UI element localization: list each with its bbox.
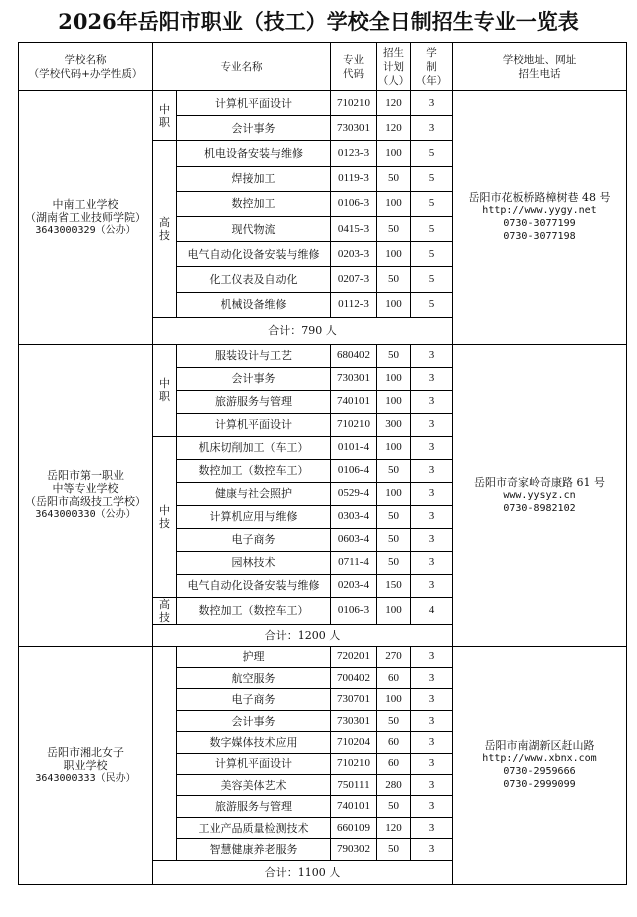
major-code-cell: 0112-3	[331, 292, 377, 317]
major-code-cell: 710210	[331, 413, 377, 436]
enrollment-plan-cell: 120	[377, 91, 411, 116]
table-body	[19, 91, 627, 885]
study-years-cell: 5	[411, 267, 453, 292]
school-name-cell	[19, 646, 153, 884]
enrollment-plan-cell: 100	[377, 242, 411, 267]
study-years-cell: 3	[411, 551, 453, 574]
major-name-cell: 计算机应用与维修	[177, 505, 331, 528]
major-name-cell: 计算机平面设计	[177, 91, 331, 116]
enrollment-plan-cell: 60	[377, 753, 411, 774]
major-code-cell: 710204	[331, 732, 377, 753]
major-name-cell: 数控加工（数控车工）	[177, 597, 331, 624]
enrollment-plan-cell: 100	[377, 436, 411, 459]
major-code-cell: 680402	[331, 344, 377, 367]
school-level-cell	[153, 344, 177, 436]
school-name-line: 岳阳市湘北女子	[47, 745, 124, 759]
major-name-cell: 服装设计与工艺	[177, 344, 331, 367]
school-phone-line: 0730-2999099	[503, 779, 576, 791]
study-years-cell: 5	[411, 166, 453, 191]
study-years-cell: 5	[411, 292, 453, 317]
study-years-cell: 3	[411, 689, 453, 710]
table-row	[19, 344, 627, 367]
enrollment-plan-cell: 50	[377, 839, 411, 860]
header-code: 专业 代码	[331, 43, 377, 91]
study-years-cell: 3	[411, 646, 453, 667]
study-years-cell: 3	[411, 436, 453, 459]
enrollment-plan-cell: 50	[377, 505, 411, 528]
major-code-cell: 710210	[331, 753, 377, 774]
major-name-cell: 电气自动化设备安装与维修	[177, 574, 331, 597]
study-years-cell: 3	[411, 413, 453, 436]
school-level-cell	[153, 141, 177, 317]
school-level-cell	[153, 91, 177, 141]
major-name-cell: 电子商务	[177, 528, 331, 551]
school-phone-line: 0730-2959666	[503, 766, 576, 778]
enrollment-plan-cell: 100	[377, 482, 411, 505]
header-major: 专业名称	[153, 43, 331, 91]
school-address-line: 岳阳市南湖新区赶山路	[484, 739, 595, 753]
study-years-cell: 3	[411, 116, 453, 141]
major-name-cell: 化工仪表及自动化	[177, 267, 331, 292]
major-name-cell: 计算机平面设计	[177, 413, 331, 436]
enrollment-plan-cell: 100	[377, 292, 411, 317]
enrollment-plan-cell: 50	[377, 459, 411, 482]
major-code-cell: 0303-4	[331, 505, 377, 528]
study-years-cell: 4	[411, 597, 453, 624]
level-char: 技	[159, 610, 170, 624]
school-address-cell	[453, 91, 627, 345]
level-char: 职	[159, 390, 170, 404]
study-years-cell: 3	[411, 710, 453, 731]
enrollment-plan-cell: 120	[377, 116, 411, 141]
enrollment-plan-cell: 50	[377, 710, 411, 731]
major-name-cell: 现代物流	[177, 216, 331, 241]
enrollment-plan-cell: 120	[377, 817, 411, 838]
major-code-cell: 730301	[331, 710, 377, 731]
major-name-cell: 机床切削加工（车工）	[177, 436, 331, 459]
school-address-cell	[453, 646, 627, 884]
enrollment-plan-cell: 270	[377, 646, 411, 667]
major-name-cell: 机械设备维修	[177, 292, 331, 317]
major-code-cell: 0123-3	[331, 141, 377, 166]
major-code-cell: 710210	[331, 91, 377, 116]
major-name-cell: 航空服务	[177, 668, 331, 689]
major-code-cell: 730301	[331, 116, 377, 141]
level-char: 高	[159, 597, 170, 611]
school-website-line: www.yysyz.cn	[503, 489, 576, 501]
major-name-cell: 园林技术	[177, 551, 331, 574]
major-code-cell: 730701	[331, 689, 377, 710]
level-char: 高	[159, 216, 170, 230]
enrollment-plan-cell: 100	[377, 367, 411, 390]
school-name-line: 3643000329（公办）	[35, 224, 136, 236]
school-name-cell	[19, 344, 153, 646]
study-years-cell: 3	[411, 839, 453, 860]
major-code-cell: 730301	[331, 367, 377, 390]
table-header-row	[19, 43, 627, 91]
school-total-cell: 合计：1200 人	[153, 624, 453, 646]
school-website-line: http://www.xbnx.com	[482, 753, 597, 765]
major-name-cell: 电子商务	[177, 689, 331, 710]
major-name-cell: 工业产品质量检测技术	[177, 817, 331, 838]
study-years-cell: 3	[411, 775, 453, 796]
study-years-cell: 5	[411, 216, 453, 241]
major-code-cell: 700402	[331, 668, 377, 689]
table-row	[19, 91, 627, 116]
level-char: 技	[159, 516, 170, 530]
level-char: 中	[159, 102, 170, 116]
major-name-cell: 会计事务	[177, 116, 331, 141]
enrollment-plan-cell: 150	[377, 574, 411, 597]
major-name-cell: 健康与社会照护	[177, 482, 331, 505]
study-years-cell: 3	[411, 344, 453, 367]
major-name-cell: 旅游服务与管理	[177, 796, 331, 817]
major-code-cell: 0603-4	[331, 528, 377, 551]
school-level-cell	[153, 436, 177, 597]
enrollment-plan-cell: 50	[377, 528, 411, 551]
enrollment-plan-cell: 100	[377, 191, 411, 216]
school-name-line: （湖南省工业技师学院）	[25, 210, 146, 224]
school-website-line: http://www.yygy.net	[482, 205, 597, 217]
enrollment-plan-cell: 280	[377, 775, 411, 796]
major-code-cell: 0101-4	[331, 436, 377, 459]
header-plan: 招生 计划 （人）	[377, 43, 411, 91]
major-code-cell: 0207-3	[331, 267, 377, 292]
major-code-cell: 0203-3	[331, 242, 377, 267]
enrollment-plan-cell: 100	[377, 141, 411, 166]
school-phone-line: 0730-3077199	[503, 218, 576, 230]
enrollment-plan-cell: 50	[377, 166, 411, 191]
major-name-cell: 数控加工（数控车工）	[177, 459, 331, 482]
enrollment-plan-cell: 60	[377, 668, 411, 689]
enrollment-plan-cell: 50	[377, 267, 411, 292]
school-total-cell: 合计：1100 人	[153, 860, 453, 884]
page-title: 2026年岳阳市职业（技工）学校全日制招生专业一览表	[58, 9, 579, 34]
major-code-cell: 750111	[331, 775, 377, 796]
major-code-cell: 660109	[331, 817, 377, 838]
major-code-cell: 0529-4	[331, 482, 377, 505]
school-name-line: 3643000330（公办）	[35, 509, 136, 521]
school-name-line: 3643000333（民办）	[35, 772, 136, 784]
school-total-cell: 合计：790 人	[153, 317, 453, 344]
major-code-cell: 0106-4	[331, 459, 377, 482]
school-name-line: 中等专业学校	[52, 482, 119, 496]
header-years: 学 制 （年）	[411, 43, 453, 91]
level-char: 职	[159, 115, 170, 129]
major-code-cell: 0203-4	[331, 574, 377, 597]
level-char: 技	[159, 229, 170, 243]
study-years-cell: 3	[411, 574, 453, 597]
enrollment-plan-cell: 50	[377, 344, 411, 367]
school-name-line: （岳阳市高级技工学校）	[25, 495, 146, 509]
level-char: 中	[159, 503, 170, 517]
enrollment-plan-cell: 60	[377, 732, 411, 753]
study-years-cell: 3	[411, 91, 453, 116]
enrollment-plan-cell: 50	[377, 796, 411, 817]
major-name-cell: 会计事务	[177, 367, 331, 390]
school-phone-line: 0730-3077198	[503, 231, 576, 243]
major-name-cell: 计算机平面设计	[177, 753, 331, 774]
enrollment-plan-cell: 100	[377, 689, 411, 710]
study-years-cell: 5	[411, 242, 453, 267]
major-name-cell: 护理	[177, 646, 331, 667]
major-name-cell: 旅游服务与管理	[177, 390, 331, 413]
enrollment-plan-cell: 50	[377, 216, 411, 241]
school-phone-line: 0730-8982102	[503, 502, 576, 514]
major-code-cell: 740101	[331, 796, 377, 817]
major-code-cell: 0415-3	[331, 216, 377, 241]
major-code-cell: 0106-3	[331, 597, 377, 624]
study-years-cell: 5	[411, 141, 453, 166]
enrollment-plan-cell: 100	[377, 390, 411, 413]
study-years-cell: 3	[411, 505, 453, 528]
study-years-cell: 3	[411, 753, 453, 774]
major-name-cell: 数字媒体技术应用	[177, 732, 331, 753]
school-address-cell	[453, 344, 627, 646]
header-address: 学校地址、网址 招生电话	[453, 43, 627, 91]
study-years-cell: 3	[411, 817, 453, 838]
major-name-cell: 智慧健康养老服务	[177, 839, 331, 860]
school-level-cell	[153, 646, 177, 860]
study-years-cell: 3	[411, 390, 453, 413]
table-row	[19, 646, 627, 667]
study-years-cell: 3	[411, 482, 453, 505]
school-name-line: 职业学校	[63, 758, 108, 772]
header-school: 学校名称 （学校代码+办学性质）	[19, 43, 153, 91]
major-name-cell: 美容美体艺术	[177, 775, 331, 796]
school-level-cell	[153, 597, 177, 624]
major-code-cell: 0711-4	[331, 551, 377, 574]
major-name-cell: 电气自动化设备安装与维修	[177, 242, 331, 267]
enrollment-plan-cell: 300	[377, 413, 411, 436]
school-name-line: 中南工业学校	[52, 197, 119, 211]
study-years-cell: 3	[411, 459, 453, 482]
major-name-cell: 机电设备安装与维修	[177, 141, 331, 166]
study-years-cell: 3	[411, 796, 453, 817]
major-code-cell: 0106-3	[331, 191, 377, 216]
school-name-cell	[19, 91, 153, 345]
major-code-cell: 790302	[331, 839, 377, 860]
enrollment-plan-cell: 50	[377, 551, 411, 574]
level-char: 中	[159, 377, 170, 391]
school-address-line: 岳阳市奇家岭奇康路 61 号	[474, 475, 605, 489]
enrollment-table	[18, 42, 627, 885]
study-years-cell: 3	[411, 367, 453, 390]
study-years-cell: 5	[411, 191, 453, 216]
major-code-cell: 720201	[331, 646, 377, 667]
school-name-line: 岳阳市第一职业	[47, 469, 124, 483]
school-address-line: 岳阳市花板桥路樟树巷 48 号	[468, 191, 611, 205]
enrollment-plan-cell: 100	[377, 597, 411, 624]
study-years-cell: 3	[411, 668, 453, 689]
study-years-cell: 3	[411, 732, 453, 753]
major-name-cell: 会计事务	[177, 710, 331, 731]
study-years-cell: 3	[411, 528, 453, 551]
major-code-cell: 740101	[331, 390, 377, 413]
major-code-cell: 0119-3	[331, 166, 377, 191]
major-name-cell: 焊接加工	[177, 166, 331, 191]
major-name-cell: 数控加工	[177, 191, 331, 216]
